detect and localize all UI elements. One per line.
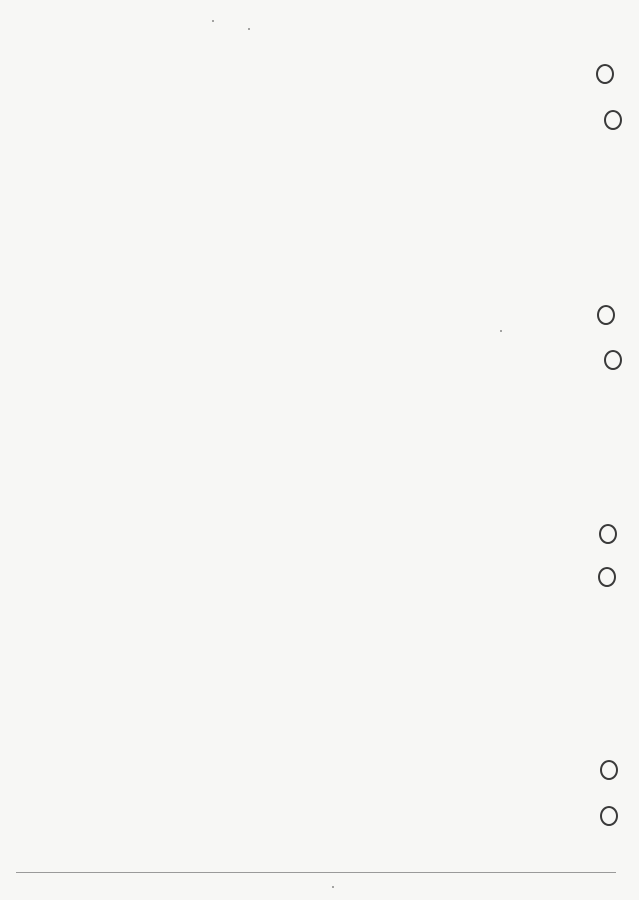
- punch-hole: [600, 806, 618, 826]
- punch-hole: [600, 760, 618, 780]
- punch-hole: [604, 110, 622, 130]
- punch-hole: [596, 64, 614, 84]
- punch-hole: [604, 350, 622, 370]
- scan-speck: [332, 886, 334, 888]
- page-edge-line: [16, 872, 616, 873]
- punch-hole: [599, 524, 617, 544]
- scan-speck: [248, 28, 250, 30]
- punch-hole: [597, 305, 615, 325]
- punch-hole: [598, 567, 616, 587]
- scan-speck: [212, 20, 214, 22]
- scan-speck: [500, 330, 502, 332]
